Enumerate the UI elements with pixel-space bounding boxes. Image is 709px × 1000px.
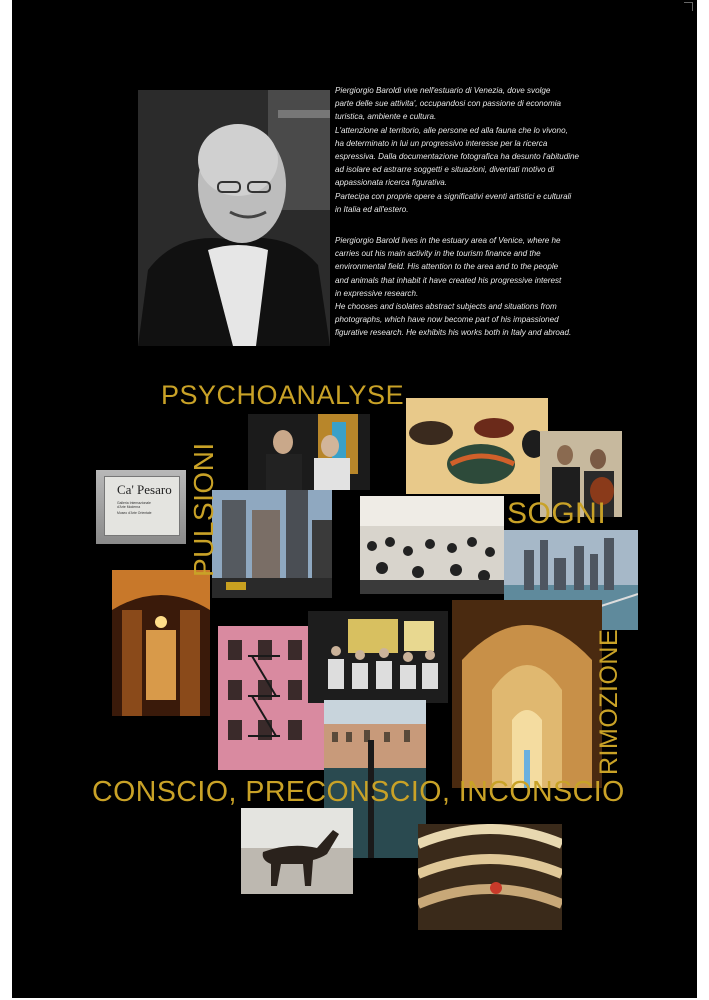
bio-en-line: figurative research. He exhibits his works both in Italy and abroad. — [335, 328, 572, 338]
bio-it-line: Partecipa con proprie opere a significativi eventi artistici e culturali — [335, 191, 572, 201]
bio-en-line: and animals that inhabit it have created his progressive interest — [335, 275, 562, 285]
bio-it-line: parte delle sue attivita', occupandosi con passione di economia — [335, 99, 562, 109]
crop-mark — [684, 2, 693, 11]
collage-photo-crowd — [360, 496, 504, 594]
collage-photo-panel-event — [308, 611, 448, 703]
bio-en-line: environmental field. His attention to the area and to the people — [335, 262, 559, 272]
word-sogni: SOGNI — [507, 497, 607, 530]
bio-it-line: espressiva. Dalla documentazione fotografica ha desunto l'abitudine — [335, 152, 580, 162]
word-psychoanalyse: PSYCHOANALYSE — [161, 380, 405, 410]
bio-it-line: turistica, ambiente e cultura. — [335, 112, 437, 122]
collage-photo-guggenheim-interior — [418, 824, 562, 930]
bio-it-line: in Italia ed all'estero. — [335, 204, 409, 214]
collage-photo-new-york-street — [212, 490, 332, 598]
word-pulsioni: PULSIONI — [188, 442, 219, 577]
bio-en-line: in expressive research. — [335, 288, 419, 298]
collage-photo-arched-gallery — [452, 600, 602, 788]
artist-biography — [335, 84, 597, 340]
sign-line: d'Arte Moderna — [117, 505, 141, 509]
poster-page — [12, 0, 697, 998]
bio-it-line: appassionata ricerca figurativa. — [335, 178, 448, 188]
sign-line: Museo d'Arte Orientale — [117, 511, 152, 515]
bio-en-line: Piergiorgio Barold lives in the estuary area of Venice, where he — [335, 236, 561, 246]
bio-it-line: Piergiorgio Baroldi vive nell'estuario di Venezia, dove svolge — [335, 86, 551, 95]
bio-en-line: carries out his main activity in the tourism finance and the — [335, 249, 541, 259]
bio-it-line: L'attenzione al territorio, alle persone ed alla fauna che lo vivono, — [335, 125, 568, 135]
bio-it-line: ad isolare ed astrarre soggetti e situazioni, diventati motivo di — [335, 165, 555, 175]
sign-title: Ca' Pesaro — [117, 482, 172, 497]
word-rimozione: RIMOZIONE — [595, 628, 623, 775]
bio-it-line: ha determinato in lui un progressivo interesse per la ricerca — [335, 138, 548, 148]
bio-en-line: He chooses and isolates abstract subjects and situations from — [335, 302, 557, 312]
collage-photo-ceramics — [406, 398, 548, 494]
artist-portrait-photo — [138, 90, 330, 346]
collage-photo-horse-sculpture — [241, 808, 353, 894]
bio-en-line: photographs, which have now become part of his impassioned — [335, 315, 559, 325]
collage-photo-theatre-interior — [112, 570, 210, 716]
word-conscio-preconscio-inconscio: CONSCIO, PRECONSCIO, INCONSCIO — [92, 776, 625, 808]
collage-photo-greeting — [248, 414, 370, 490]
sign-line: Galleria Internazionale — [117, 501, 151, 505]
ca-pesaro-sign — [96, 470, 186, 544]
